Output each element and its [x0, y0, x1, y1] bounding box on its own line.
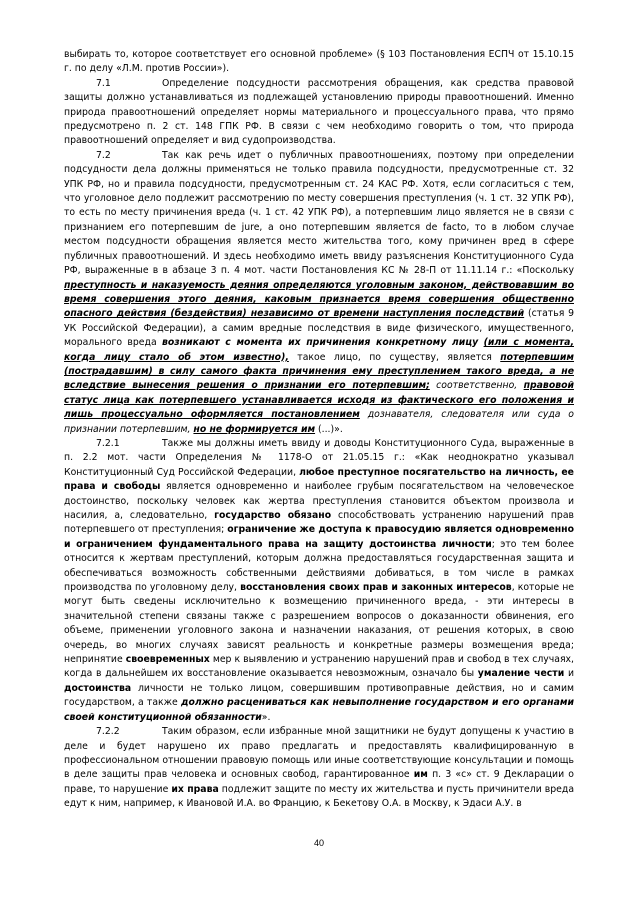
paragraph-number: 7.2.1 [96, 437, 120, 449]
emphasis-text: должно расцениваться как невыполнение государством и его органами своей конституционной обязанности [64, 697, 574, 723]
text-run: подлежит защите по месту их жительства и пусть причинители вреда едут к ним, например, к Ивановой И.А. во Францию, к Бекетову О.А. в Москву, к Эдаси А.У. в [64, 783, 575, 810]
bold-text: ограничение же доступа к правосудию является одновременно и ограничением фундаментального права на защиту достоинства личности [64, 524, 574, 550]
paragraph-continuation [64, 48, 574, 77]
bold-text: любое преступное посягательство на личность, ее права и свободы [64, 466, 574, 493]
text-run: личности не только лицом, совершившим противоправные действия, но и самим государством, а также [64, 682, 574, 709]
text-run: , которые не могут быть сведены исключительно к возмещению причиненного вреда, - эти интересы в значительной степени связаны также с разрешением вопросов о доказанности обвинения, его объеме, применении уголовного закона и назначении наказания, от решения которых, в свою очередь, во многих случаях зависят реальность и конкретные размеры возмещения вреда; непринятие [64, 582, 574, 666]
text-run: мер к выявлению и устранению нарушений прав и свобод в тех случаях, когда в дальнейшем их восстановление оказывается невозможным, означало бы [64, 654, 575, 680]
bold-text: восстановления своих прав и законных интересов [240, 582, 512, 594]
bold-text: их права [171, 783, 219, 795]
text-run: Таким образом, если избранные мной защитники не будут допущены к участию в деле и будет нарушено их право предлагать и предоставлять квалифицированную в профессиональном отношении правовую помощь или иные соответствующие консультации и помощь в деле защиты прав человека и основных свобод, гарантированное [64, 726, 574, 781]
italic-text: дознавателя, следователя или суда о признании потерпевшим, [64, 409, 574, 435]
text-run: Также мы должны иметь ввиду и доводы Конституционного Суда, выраженные в п. 2.2 мот. части Определения № 1178-О от 21.05.15 г.: «Как неоднократно указывал Конституционный Суд Российской Федерации, [64, 437, 574, 478]
text-run: такое лицо, по существу, является [288, 351, 501, 363]
bold-text: государство обязано [214, 510, 332, 521]
emphasis-text: но не формируется им [193, 423, 316, 435]
text-run: ; это тем более относится к жертвам преступлений, которым должна предоставляться государственная защита и обеспечиваться возможность собственными действиями добиваться, в том числе в рамках производства по уголовному делу, [64, 538, 574, 594]
text-run: (...)». [315, 423, 343, 435]
emphasis-text: потерпевшим (пострадавшим) в силу самого факта причинения ему преступлением такого вреда, а не вследствие вынесения решения о признании его потерпевшим; [64, 351, 575, 392]
paragraph-7-2-1 [64, 437, 574, 725]
emphasis-text: правовой статус лица как потерпевшего устанавливается исходя из фактического его положения и лишь процессуально оформляется постановлением [64, 380, 574, 421]
paragraph-number: 7.1 [96, 77, 111, 89]
emphasis-text: возникают с момента их причинения конкретному лицу [162, 337, 479, 349]
paragraph-7-1 [64, 77, 574, 149]
italic-text: соответственно, [429, 380, 524, 392]
text-run: способствовать устранению нарушений прав потерпевшего от преступления; [64, 510, 575, 536]
text-run: Так как речь идет о публичных правоотношениях, поэтому при определении подсудности дела должны применяться не только правила подсудности, предусмотренные ст. 32 УПК РФ, но и правила подсудности, предусмотренным ст. 24 КАС РФ. Хотя, если согласиться с тем, что уголовное дело подлежит рассмотрению по месту совершения преступления (ч. 1 ст. 32 УПК РФ), то есть по месту причинения вреда (ч. 1 ст. 42 УПК РФ), а потерпевшим лицо является не в связи с признанием его потерпевшим de jure, а оно потерпевшим является de facto, то в любом случае местом подсудности обращения является место жительства того, кому причинен вред в сфере публичных правоотношений. И здесь необходимо иметь ввиду разъяснения Конституционного Суда РФ, выраженные в в абзаце 3 п. 4 мот. части Постановления КС № 28-П от 11.11.14 г.: «Поскольку [64, 149, 574, 277]
text-run: и [564, 668, 574, 680]
paragraph-7-2 [64, 149, 574, 437]
document-body [64, 48, 574, 812]
text-run: п. 3 «с» ст. 9 Декларации о праве, то нарушение [64, 769, 574, 795]
page-number: 40 [313, 838, 324, 848]
bold-text: достоинства [64, 682, 132, 694]
emphasis-text: (или с момента, когда лицу стало об этом известно), [64, 337, 574, 363]
paragraph-text: выбирать то, которое соответствует его основной проблеме» (§ 103 Постановления ЕСПЧ от 15.10.15 г. по делу «Л.М. против России»). [64, 49, 574, 75]
paragraph-number: 7.2.2 [96, 726, 120, 738]
text-run: является одновременно и наиболее грубым посягательством на человеческое достоинство, поскольку человек как жертва преступления становится объектом произвола и насилия, а, следовательно, [64, 481, 574, 521]
emphasis-text: преступность и наказуемость деяния определяются уголовным законом, действовавшим во время совершения этого деяния, каковым признается время совершения общественно опасного действия (бездействия) независимо от времени наступления последствий [64, 279, 574, 320]
text-run: (статья 9 УК Российской Федерации), а самим вредные последствия в виде физического, имущественного, морального вреда [64, 308, 574, 349]
paragraph-text: Определение подсудности рассмотрения обращения, как средства правовой защиты должно устанавливаться из подлежащей установлению природы правоотношений. Именно природа правоотношений определяет нормы материального и процессуального права, что прямо предусмотрено п. 2 ст. 148 ГПК РФ. В связи с чем необходимо говорить о том, что природа правоотношений определяет и вид судопроизводства. [64, 77, 574, 147]
paragraph-7-2-2 [64, 725, 574, 811]
bold-text: им [413, 769, 428, 781]
bold-text: умаление чести [477, 668, 565, 680]
text-run: ». [261, 711, 271, 723]
bold-text: своевременных [125, 654, 210, 666]
paragraph-number: 7.2 [96, 149, 111, 161]
